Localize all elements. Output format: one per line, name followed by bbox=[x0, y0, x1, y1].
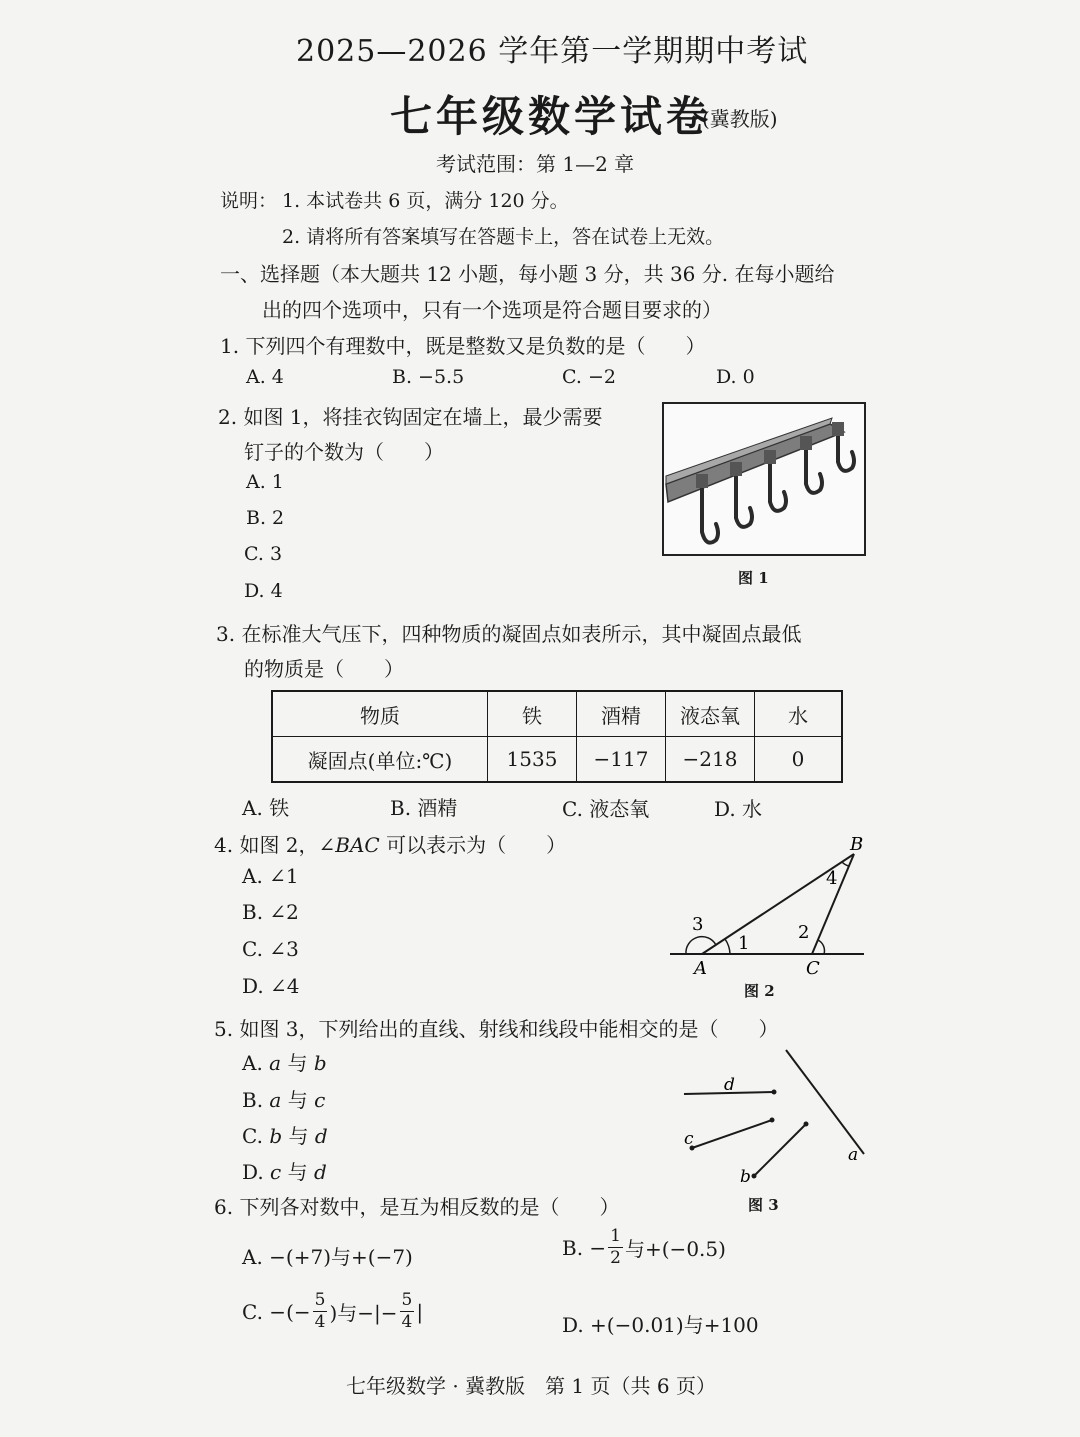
segment-c-endpoint bbox=[770, 1118, 775, 1123]
table-cell: 0 bbox=[755, 737, 843, 783]
q4-stem bbox=[214, 829, 566, 858]
segment-c bbox=[692, 1120, 772, 1148]
fraction-denominator: 4 bbox=[314, 1312, 326, 1332]
exam-scope: 考试范围：第 1—2 章 bbox=[436, 152, 635, 176]
angle-2-label: 2 bbox=[798, 922, 810, 943]
table-cell: 凝固点(单位:℃) bbox=[272, 737, 488, 783]
fraction bbox=[608, 1228, 623, 1267]
q5-option-label: A. bbox=[242, 1051, 263, 1075]
q5-option-a bbox=[242, 1047, 327, 1076]
ray-b-endpoint bbox=[804, 1122, 809, 1127]
q4-option-b: B. ∠2 bbox=[242, 900, 299, 924]
q6-option-b bbox=[562, 1228, 726, 1267]
q5-connector: 与 bbox=[281, 1051, 314, 1075]
q2-option-a: A. 1 bbox=[246, 471, 284, 493]
q4-option-c: C. ∠3 bbox=[242, 937, 299, 961]
q5-option-label: B. bbox=[242, 1088, 264, 1112]
angle-4-arc bbox=[842, 862, 849, 866]
fraction-denominator: 2 bbox=[610, 1248, 621, 1268]
label-c: C bbox=[806, 958, 820, 976]
q4-stem-suffix: 可以表示为（ ） bbox=[379, 833, 567, 857]
figure-2-triangle bbox=[666, 828, 868, 976]
q6-option-b-suffix: 与+(−0.5) bbox=[625, 1237, 726, 1261]
q2-option-d: D. 4 bbox=[244, 580, 283, 602]
q2-option-b: B. 2 bbox=[246, 507, 285, 529]
table-cell: −117 bbox=[577, 737, 666, 783]
table-row bbox=[272, 691, 842, 737]
angle-1-label: 1 bbox=[738, 933, 750, 954]
q6-option-d: D. +(−0.01)与+100 bbox=[562, 1313, 759, 1337]
q1-option-b: B. −5.5 bbox=[392, 366, 465, 388]
q5-var: d bbox=[314, 1124, 328, 1148]
freezing-point-table bbox=[271, 690, 843, 783]
q5-stem: 5. 如图 3，下列给出的直线、射线和线段中能相交的是（ ） bbox=[214, 1017, 779, 1041]
figure-1-caption: 图 1 bbox=[738, 569, 769, 587]
line-a bbox=[786, 1050, 864, 1154]
q1-option-c: C. −2 bbox=[562, 366, 616, 388]
page-footer: 七年级数学 · 冀教版 第 1 页（共 6 页） bbox=[346, 1374, 716, 1398]
q6-option-c bbox=[242, 1292, 423, 1331]
q1-stem: 1. 下列四个有理数中，既是整数又是负数的是（ ） bbox=[220, 334, 706, 358]
q5-var: a bbox=[269, 1051, 282, 1075]
q5-var: c bbox=[314, 1088, 326, 1112]
q6-stem: 6. 下列各对数中，是互为相反数的是（ ） bbox=[214, 1195, 620, 1219]
angle-1-arc bbox=[725, 939, 730, 954]
q3-option-c: C. 液态氧 bbox=[562, 797, 650, 821]
q3-stem-line-2: 的物质是（ ） bbox=[244, 657, 404, 681]
notes-line-1: 1. 本试卷共 6 页，满分 120 分。 bbox=[282, 190, 569, 212]
ray-d-endpoint bbox=[772, 1090, 777, 1095]
table-header-cell: 酒精 bbox=[577, 691, 666, 737]
fraction-numerator: 5 bbox=[401, 1290, 413, 1310]
q4-option-d: D. ∠4 bbox=[242, 974, 300, 998]
q5-connector: 与 bbox=[282, 1124, 315, 1148]
q5-option-label: D. bbox=[242, 1160, 264, 1184]
label-b: B bbox=[850, 834, 864, 855]
table-header-cell: 物质 bbox=[272, 691, 488, 737]
table-header-cell: 液态氧 bbox=[666, 691, 755, 737]
q5-connector: 与 bbox=[281, 1160, 314, 1184]
q6-option-a: A. −(+7)与+(−7) bbox=[242, 1245, 413, 1269]
q5-var: b bbox=[269, 1124, 283, 1148]
section-heading-line-1: 一、选择题（本大题共 12 小题，每小题 3 分，共 36 分. 在每小题给 bbox=[220, 262, 835, 286]
label-c: c bbox=[684, 1129, 694, 1149]
figure-1-coat-hook bbox=[662, 402, 866, 556]
fraction-numerator: 5 bbox=[314, 1290, 326, 1310]
q5-option-b bbox=[242, 1084, 325, 1113]
edition-label: (冀教版) bbox=[702, 107, 778, 131]
table-header-cell: 铁 bbox=[488, 691, 577, 737]
fraction-denominator: 4 bbox=[401, 1312, 413, 1332]
q5-var: a bbox=[269, 1088, 282, 1112]
q6-option-c-prefix: C. −(− bbox=[242, 1299, 311, 1324]
exam-title: 2025—2026 学年第一学期期中考试 bbox=[296, 34, 809, 69]
figure-3-lines bbox=[676, 1044, 872, 1190]
label-b: b bbox=[740, 1167, 751, 1187]
label-a: a bbox=[848, 1145, 859, 1165]
ray-b bbox=[754, 1124, 806, 1176]
q5-var: c bbox=[270, 1160, 282, 1184]
q4-stem-angle: ∠BAC bbox=[318, 833, 380, 857]
ray-b-endpoint bbox=[752, 1174, 757, 1179]
label-a: A bbox=[694, 958, 707, 976]
q5-var: b bbox=[313, 1051, 327, 1075]
fraction bbox=[400, 1292, 415, 1331]
notes-label: 说明： bbox=[220, 190, 278, 212]
q2-stem-line-2: 钉子的个数为（ ） bbox=[244, 440, 444, 464]
q6-option-c-middle: )与−|− bbox=[329, 1301, 398, 1325]
q1-option-d: D. 0 bbox=[716, 366, 755, 388]
q3-option-b: B. 酒精 bbox=[390, 796, 458, 820]
q5-var: d bbox=[313, 1160, 327, 1184]
q4-option-a: A. ∠1 bbox=[242, 864, 299, 888]
fraction bbox=[313, 1292, 328, 1331]
figure-2-caption: 图 2 bbox=[744, 982, 775, 1000]
q3-option-d: D. 水 bbox=[714, 797, 763, 821]
q3-stem-line-1: 3. 在标准大气压下，四种物质的凝固点如表所示，其中凝固点最低 bbox=[216, 622, 802, 646]
q6-option-b-prefix: B. − bbox=[562, 1235, 607, 1260]
q5-option-d bbox=[242, 1156, 327, 1185]
table-cell: −218 bbox=[666, 737, 755, 783]
angle-3-arc bbox=[686, 937, 716, 954]
section-heading-line-2: 出的四个选项中，只有一个选项是符合题目要求的） bbox=[262, 298, 722, 322]
q1-option-a: A. 4 bbox=[246, 366, 284, 388]
angle-3-label: 3 bbox=[692, 914, 704, 935]
table-row bbox=[272, 737, 842, 783]
q2-stem-line-1: 2. 如图 1，将挂衣钩固定在墙上，最少需要 bbox=[218, 405, 603, 429]
q2-option-c: C. 3 bbox=[244, 543, 283, 565]
angle-4-label: 4 bbox=[826, 868, 838, 889]
q5-connector: 与 bbox=[281, 1088, 315, 1112]
q6-option-c-suffix: | bbox=[416, 1299, 424, 1324]
q5-option-label: C. bbox=[242, 1124, 263, 1148]
label-d: d bbox=[724, 1075, 735, 1095]
q3-option-a: A. 铁 bbox=[242, 796, 290, 820]
q4-stem-prefix: 4. 如图 2， bbox=[214, 833, 319, 857]
paper-title: 七年级数学试卷 bbox=[390, 92, 713, 141]
notes-line-2: 2. 请将所有答案填写在答题卡上，答在试卷上无效。 bbox=[282, 226, 725, 248]
figure-3-caption: 图 3 bbox=[748, 1196, 779, 1214]
fraction-numerator: 1 bbox=[610, 1226, 621, 1246]
angle-2-arc bbox=[818, 940, 824, 954]
table-cell: 1535 bbox=[488, 737, 577, 783]
q5-option-c bbox=[242, 1120, 328, 1149]
table-header-cell: 水 bbox=[755, 691, 843, 737]
